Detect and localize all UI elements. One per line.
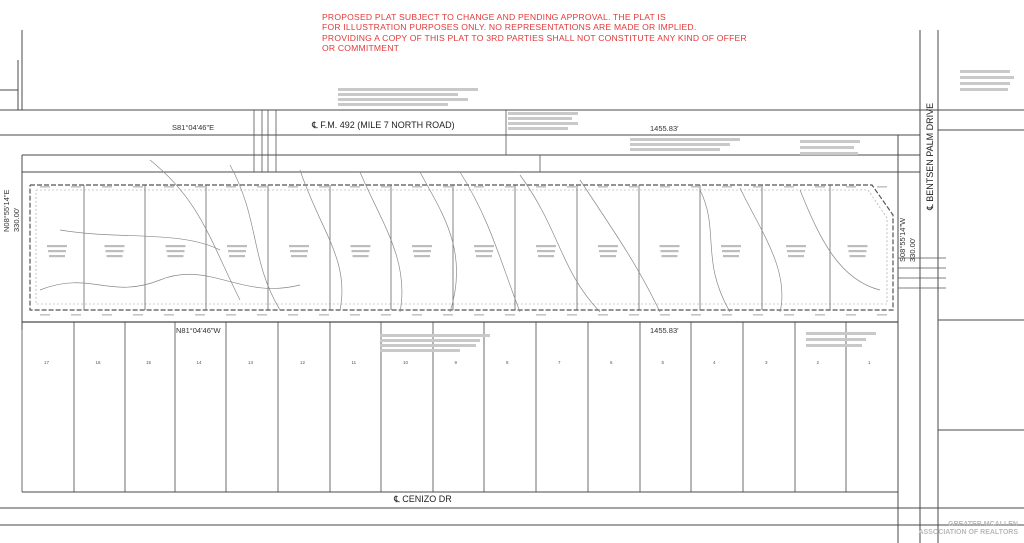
lot-label-block	[291, 255, 307, 257]
lot-label-block	[786, 245, 806, 247]
dimension-tick	[412, 186, 422, 188]
lot-label-block	[229, 255, 245, 257]
dimension-tick	[288, 186, 298, 188]
dimension-tick	[567, 314, 577, 316]
dimension-tick	[40, 186, 50, 188]
lot-label-block	[351, 245, 371, 247]
dimension-tick	[567, 186, 577, 188]
lower-lot-number: 12	[300, 360, 306, 365]
dimension-tick	[319, 314, 329, 316]
lot-label-block	[850, 255, 866, 257]
lot-label-block	[476, 255, 492, 257]
lower-lot-number: 1	[868, 360, 871, 365]
lower-lot-number: 17	[44, 360, 50, 365]
dimension-tick	[691, 186, 701, 188]
lot-label-block	[662, 255, 678, 257]
dimension-tick	[753, 186, 763, 188]
dimension-tick	[815, 314, 825, 316]
lot-label-block	[848, 245, 868, 247]
easement-lines	[254, 110, 946, 288]
dimension-tick	[195, 186, 205, 188]
south-bearing: N81°04'46"W	[176, 326, 221, 335]
dimension-tick	[474, 314, 484, 316]
dimension-tick	[40, 314, 50, 316]
south-distance: 1455.83'	[650, 326, 679, 335]
dimension-tick	[846, 314, 856, 316]
lot-label-block	[166, 245, 186, 247]
dimension-tick	[784, 186, 794, 188]
lower-lot-number: 6	[610, 360, 613, 365]
lot-label-block	[536, 245, 556, 247]
dimension-tick	[133, 314, 143, 316]
lot-label-block	[660, 245, 680, 247]
dimension-tick	[877, 314, 887, 316]
lot-label-block	[723, 255, 739, 257]
lower-lot-number: 15	[146, 360, 152, 365]
lot-label-block	[290, 250, 308, 252]
dimension-tick	[319, 186, 329, 188]
south-road-label: ℄ CENIZO DR	[394, 494, 452, 504]
north-bearing: S81°04'46"E	[172, 123, 215, 132]
notice-line: OR COMMITMENT	[322, 43, 400, 54]
dimension-tick	[660, 314, 670, 316]
lot-label-block	[538, 255, 554, 257]
dimension-tick	[629, 314, 639, 316]
lower-lot-lines	[22, 322, 898, 492]
lower-lot-number: 16	[95, 360, 101, 365]
lot-label-block	[474, 245, 494, 247]
lot-label-block	[47, 245, 67, 247]
lot-label-block	[599, 250, 617, 252]
dimension-tick	[784, 314, 794, 316]
lot-label-block	[600, 255, 616, 257]
dimension-tick	[164, 186, 174, 188]
lot-label-block	[352, 250, 370, 252]
upper-lot-lines	[84, 185, 830, 310]
dimension-tick	[722, 314, 732, 316]
dimension-tick	[629, 186, 639, 188]
lot-label-block	[722, 250, 740, 252]
lot-label-block	[849, 250, 867, 252]
lower-lot-boundary	[0, 492, 1024, 525]
north-distance: 1455.83'	[650, 124, 679, 133]
lot-label-block	[49, 255, 65, 257]
dimension-tick	[257, 186, 267, 188]
watermark-logo	[918, 521, 1018, 537]
lower-lot-number: 4	[713, 360, 716, 365]
dimension-tick	[350, 186, 360, 188]
lot-label-block	[413, 250, 431, 252]
dimension-tick	[598, 314, 608, 316]
lot-label-block	[787, 250, 805, 252]
notice-line: FOR ILLUSTRATION PURPOSES ONLY. NO REPRESENTATIONS ARE MADE OR IMPLIED.	[322, 22, 697, 33]
lot-label-block	[168, 255, 184, 257]
lot-label-block	[107, 255, 123, 257]
dimension-tick	[660, 186, 670, 188]
lower-lot-number: 3	[765, 360, 768, 365]
lower-lot-number: 9	[454, 360, 458, 365]
lot-label-block	[227, 245, 247, 247]
dimension-tick	[753, 314, 763, 316]
west-bearing: N08°55'14"E	[2, 189, 11, 232]
lower-lot-number: 2	[816, 360, 820, 365]
watermark-line: GREATER MCALLEN	[948, 521, 1018, 528]
dimension-tick	[536, 314, 546, 316]
watermark-line: ASSOCIATION OF REALTORS	[918, 529, 1018, 536]
dimension-tick	[443, 186, 453, 188]
dimension-tick	[226, 186, 236, 188]
lot-label-block	[661, 250, 679, 252]
dimension-tick	[381, 186, 391, 188]
lower-lot-number: 5	[661, 360, 665, 365]
north-road-label: ℄ F.M. 492 (MILE 7 NORTH ROAD)	[312, 120, 455, 130]
notice-line: PROPOSED PLAT SUBJECT TO CHANGE AND PENDING APPROVAL. THE PLAT IS	[322, 12, 666, 22]
lot-label-block	[537, 250, 555, 252]
dimension-tick	[443, 314, 453, 316]
disclaimer-notice	[322, 12, 782, 54]
dimension-tick	[877, 186, 887, 188]
dimension-tick	[412, 314, 422, 316]
east-distance: 330.00'	[908, 237, 917, 262]
lower-lot-number: 14	[196, 360, 202, 365]
dimension-tick	[722, 186, 732, 188]
lot-label-block	[475, 250, 493, 252]
dimension-tick	[102, 186, 112, 188]
lot-label-block	[353, 255, 369, 257]
west-edge-lines	[0, 30, 22, 330]
lot-label-block	[167, 250, 185, 252]
notice-line: PROVIDING A COPY OF THIS PLAT TO 3RD PARTIES SHALL NOT CONSTITUTE ANY KIND OF OFFER	[322, 32, 747, 43]
lot-label-block	[412, 245, 432, 247]
east-bearing: S08°55'14"W	[898, 217, 907, 262]
lot-label-block	[289, 245, 309, 247]
subdivision-boundary	[22, 185, 898, 322]
dimension-tick	[71, 314, 81, 316]
dimension-tick	[257, 314, 267, 316]
dimension-tick	[102, 314, 112, 316]
dimension-tick	[846, 186, 856, 188]
dimension-tick	[288, 314, 298, 316]
lower-lot-number: 10	[403, 360, 409, 365]
dimension-tick	[505, 186, 515, 188]
lot-label-block	[788, 255, 804, 257]
lot-label-block	[105, 245, 125, 247]
dimension-tick	[598, 186, 608, 188]
lower-lot-number: 8	[506, 360, 509, 365]
lower-lot-number: 11	[351, 360, 357, 365]
lower-lot-number: 13	[248, 360, 254, 365]
lot-label-block	[228, 250, 246, 252]
lot-label-block	[414, 255, 430, 257]
dimension-tick	[381, 314, 391, 316]
lot-label-block	[106, 250, 124, 252]
dimension-tick	[505, 314, 515, 316]
lower-lot-number: 7	[558, 360, 561, 365]
dimension-tick	[691, 314, 701, 316]
dimension-tick	[536, 186, 546, 188]
dimension-tick	[195, 314, 205, 316]
lot-label-block	[48, 250, 66, 252]
dimension-tick	[71, 186, 81, 188]
dimension-tick	[474, 186, 484, 188]
west-distance: 330.00'	[12, 207, 21, 232]
dimension-tick	[133, 186, 143, 188]
east-road-label: ℄ BENTSEN PALM DRIVE	[925, 102, 935, 210]
dimension-tick	[350, 314, 360, 316]
lot-label-blocks	[47, 245, 868, 257]
lot-label-block	[598, 245, 618, 247]
lot-label-block	[721, 245, 741, 247]
dimension-tick	[226, 314, 236, 316]
contour-lines	[40, 160, 880, 312]
east-road-lines	[898, 30, 1024, 543]
dimension-tick	[164, 314, 174, 316]
dimension-tick	[815, 186, 825, 188]
